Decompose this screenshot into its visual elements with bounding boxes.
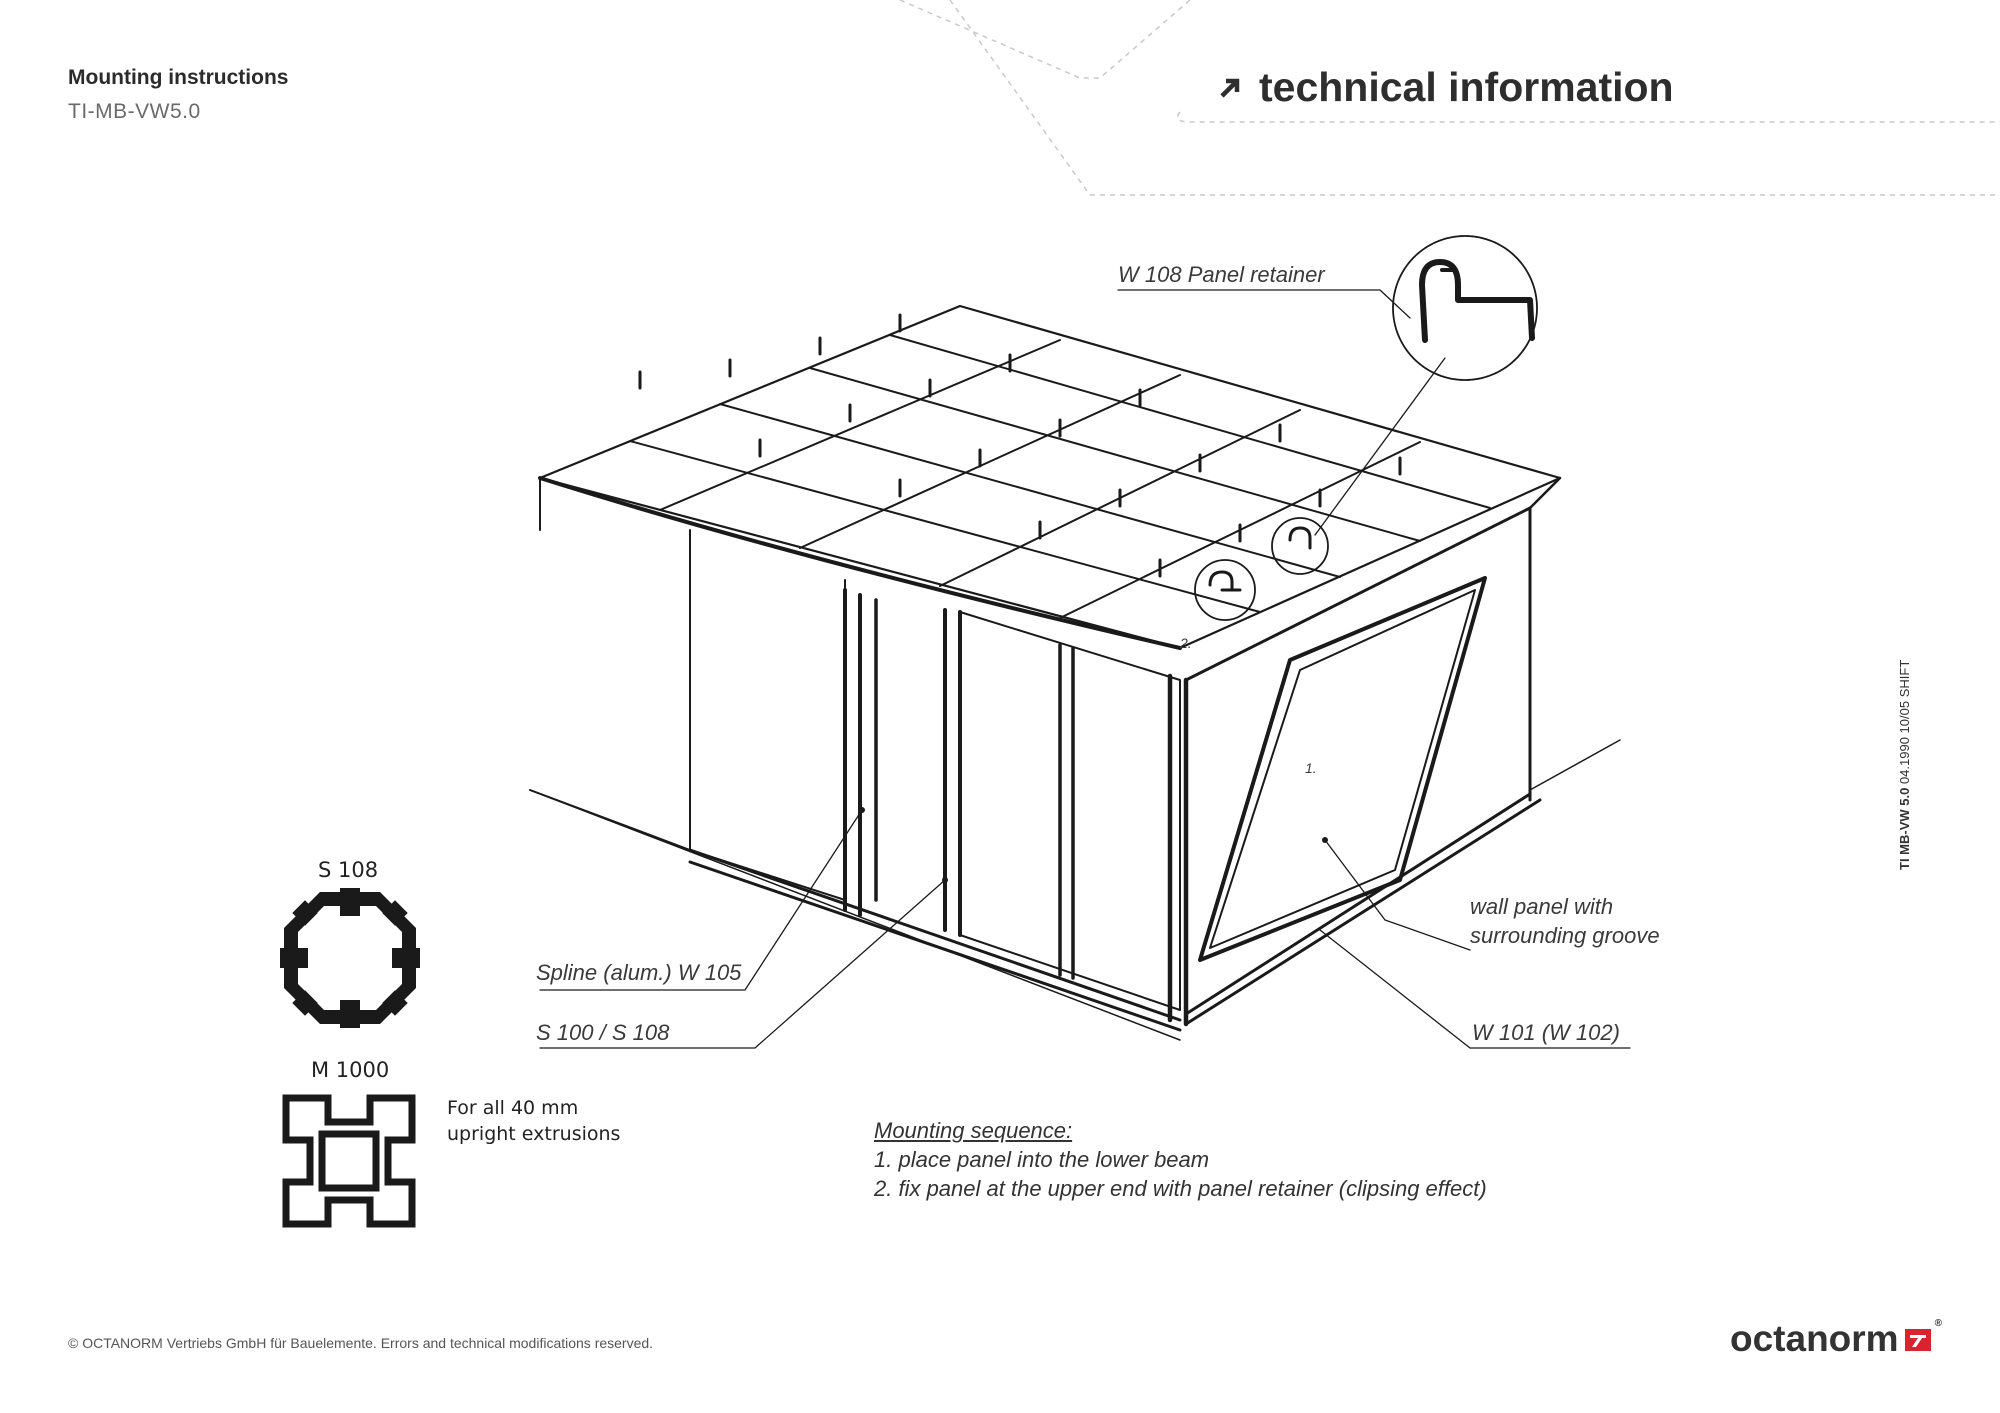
label-beam: W 101 (W 102) bbox=[1472, 1020, 1620, 1045]
mounting-sequence bbox=[874, 1116, 1487, 1203]
label-spline: Spline (alum.) W 105 bbox=[536, 960, 742, 985]
wall-panel-with-groove bbox=[1200, 578, 1485, 960]
marker-step-one: 1. bbox=[1305, 760, 1317, 776]
document-reference-date: 04.1990 10/05 SHIFT bbox=[1897, 659, 1912, 788]
extrusion-note bbox=[447, 1095, 620, 1147]
corner-upright bbox=[1170, 676, 1186, 1024]
panel-retainer-w108-profile bbox=[1422, 262, 1532, 340]
grid-connectors bbox=[640, 315, 1400, 576]
document-code: TI-MB-VW5.0 bbox=[68, 100, 201, 123]
document-reference-code: TI MB-VW 5.0 bbox=[1897, 787, 1912, 870]
profile-m1000-cross-section bbox=[282, 1094, 416, 1228]
left-wall-panel bbox=[690, 530, 845, 900]
marker-step-two: 2. bbox=[1180, 635, 1192, 651]
right-wall-frame bbox=[1186, 508, 1530, 800]
document-title: Mounting instructions bbox=[68, 66, 289, 89]
section-heading-text: technical information bbox=[1259, 64, 1674, 110]
leader-magnify bbox=[1315, 358, 1445, 535]
label-wall-panel bbox=[1470, 892, 1660, 950]
lower-beam-front bbox=[690, 850, 1180, 1030]
mounting-sequence-step-2: 2. fix panel at the upper end with panel retainer (clipsing effect) bbox=[874, 1176, 1487, 1201]
registered-mark: ® bbox=[1934, 1318, 1942, 1329]
octanorm-logo-mark bbox=[1905, 1325, 1933, 1353]
copyright-notice: © OCTANORM Vertriebs GmbH für Bauelemente. Errors and technical modifications reserved. bbox=[68, 1335, 654, 1351]
extrusion-note-line1: For all 40 mm bbox=[447, 1097, 579, 1119]
label-wall-panel-line1: wall panel with bbox=[1470, 894, 1614, 919]
label-upright: S 100 / S 108 bbox=[536, 1020, 670, 1045]
profile-m1000-label: M 1000 bbox=[311, 1058, 390, 1082]
leader-panel-retainer bbox=[1118, 290, 1410, 318]
extrusion-note-line2: upright extrusions bbox=[447, 1123, 621, 1145]
profile-s108-label: S 108 bbox=[318, 858, 379, 882]
label-wall-panel-line2: surrounding groove bbox=[1470, 923, 1660, 948]
upright-s100 bbox=[845, 590, 860, 915]
retainer-magnified-view bbox=[1393, 236, 1537, 380]
middle-wall-panel bbox=[960, 612, 1180, 1010]
ceiling-grid-outline bbox=[540, 306, 1560, 648]
mounting-sequence-step-1: 1. place panel into the lower beam bbox=[874, 1147, 1210, 1172]
profile-s108-cross-section bbox=[280, 888, 420, 1028]
mounting-sequence-heading: Mounting sequence: bbox=[874, 1118, 1073, 1143]
brand-logo bbox=[1730, 1318, 1942, 1360]
brand-name: octanorm bbox=[1730, 1318, 1899, 1359]
label-panel-retainer: W 108 Panel retainer bbox=[1118, 262, 1325, 287]
